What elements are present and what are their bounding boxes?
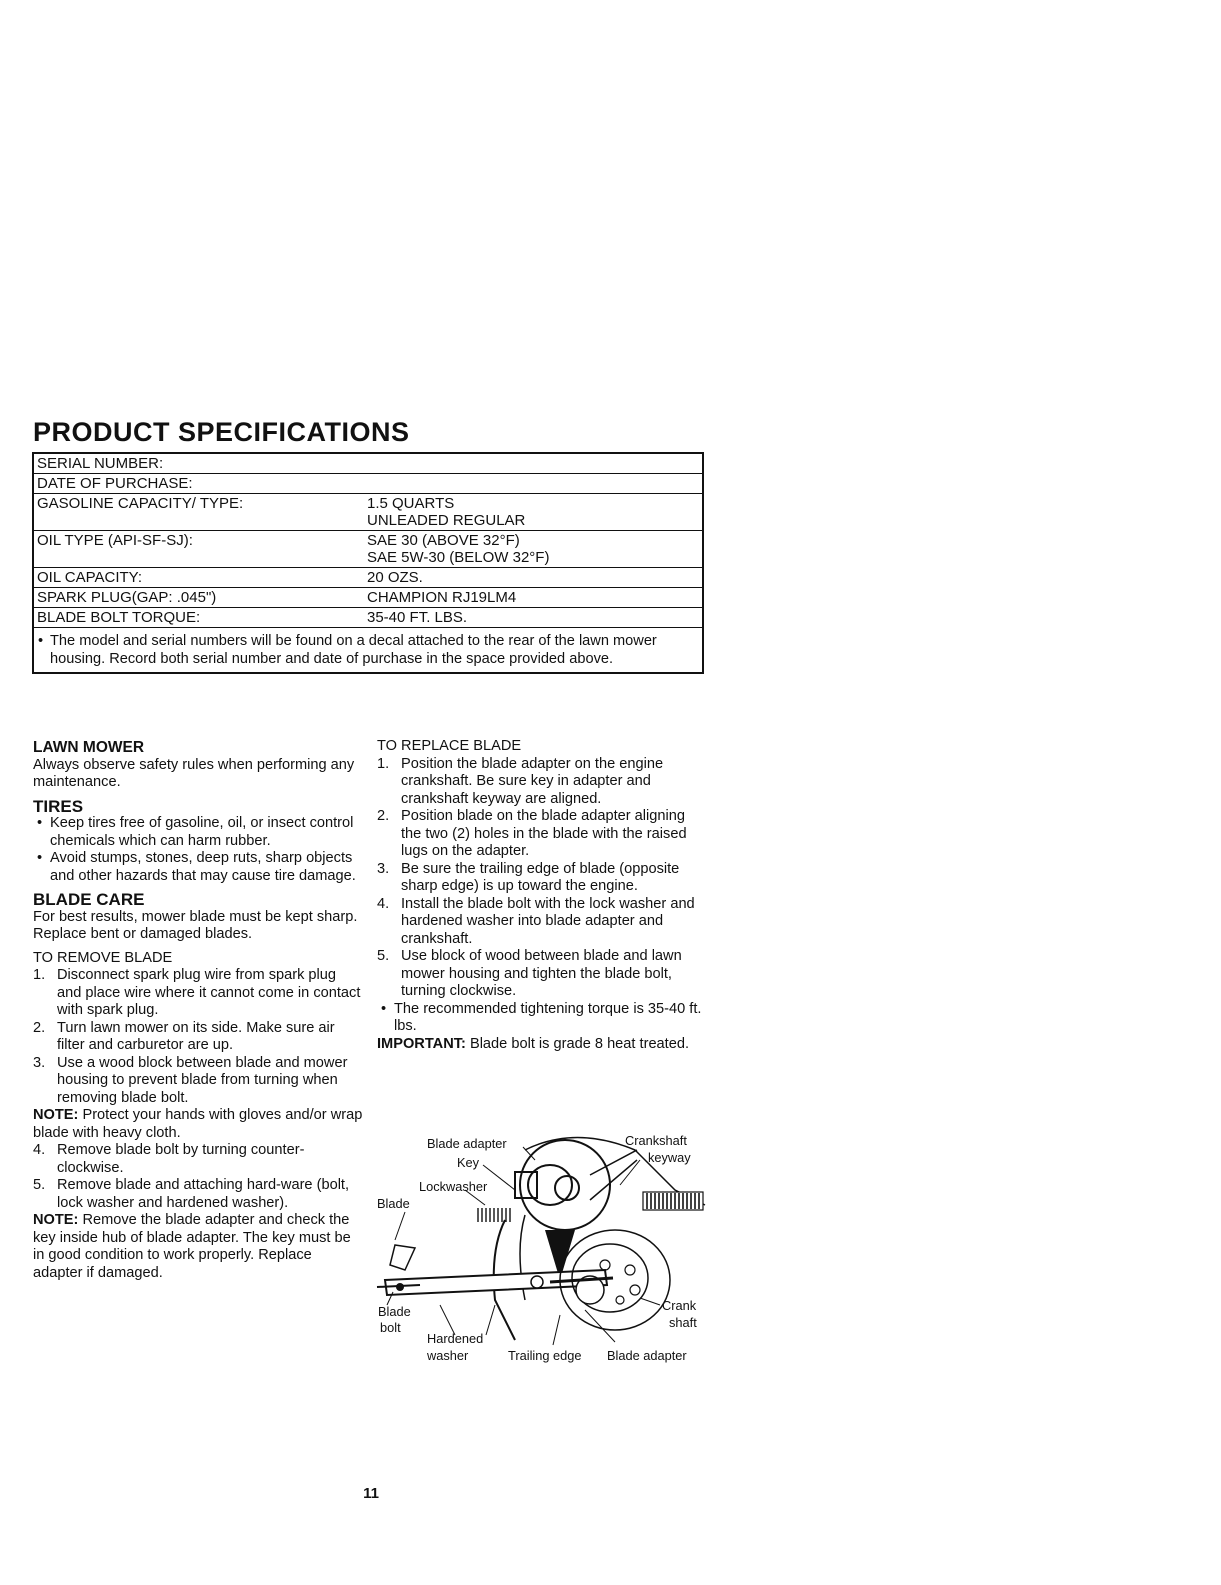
spec-value: 1.5 QUARTS <box>367 495 455 512</box>
list-item: 4. Install the blade bolt with the lock washer and hardened washer into blade adapter and crankshaft. <box>377 895 695 947</box>
label-crank-shaft-2: shaft <box>669 1315 697 1330</box>
spec-value: CHAMPION RJ19LM4 <box>367 589 517 606</box>
lawn-mower-heading: LAWN MOWER <box>33 739 145 756</box>
spec-label: OIL CAPACITY: <box>37 569 143 586</box>
blade-assembly-diagram <box>375 1130 710 1370</box>
blade-assembly-illustration <box>375 1130 710 1370</box>
spec-value <box>367 453 703 474</box>
spec-value: SAE 30 (ABOVE 32°F) <box>367 532 520 549</box>
list-item: 5. Remove blade and attaching hard-ware (bolt, lock washer and hardened washer). <box>33 1177 350 1211</box>
bullet-icon: • <box>37 850 43 866</box>
left-column <box>33 739 363 1282</box>
right-column <box>377 738 705 1053</box>
replace-blade-heading: TO REPLACE BLADE <box>377 738 522 754</box>
list-item: 3. Be sure the trailing edge of blade (opposite sharp edge) is up toward the engine. <box>377 860 680 894</box>
important-paragraph: IMPORTANT: Blade bolt is grade 8 heat treated. <box>377 1035 690 1052</box>
spec-label: GASOLINE CAPACITY/ TYPE: <box>37 495 244 512</box>
label-blade-adapter-top: Blade adapter <box>427 1136 507 1151</box>
spec-label: SERIAL NUMBER: <box>37 455 164 472</box>
label-blade-bolt: Blade <box>378 1304 411 1319</box>
list-item: 1. Position the blade adapter on the engine crankshaft. Be sure key in adapter and crankshaft keyway are aligned. <box>377 755 664 807</box>
spec-row-date-of-purchase <box>33 474 703 494</box>
label-lockwasher: Lockwasher <box>419 1179 488 1194</box>
note-paragraph: NOTE: Protect your hands with gloves and/or wrap blade with heavy cloth. <box>33 1107 363 1141</box>
label-crankshaft-keyway-2: keyway <box>648 1150 691 1165</box>
label-crankshaft-keyway: Crankshaft <box>625 1133 687 1148</box>
label-blade: Blade <box>377 1196 410 1211</box>
list-item: 2. Turn lawn mower on its side. Make sure air filter and carburetor are up. <box>33 1019 335 1053</box>
spec-value <box>367 474 703 494</box>
bullet-icon: • <box>37 815 43 831</box>
bullet-icon: • <box>381 1000 387 1017</box>
spec-value: 35-40 FT. LBS. <box>367 609 468 626</box>
spec-row-serial-number <box>33 453 703 474</box>
spec-row-gasoline <box>33 494 703 531</box>
note-paragraph: NOTE: Remove the blade adapter and check the key inside hub of blade adapter. The key must be in good condition to work properly. Replace adapter if damaged. <box>33 1212 351 1281</box>
spec-row-spark-plug <box>33 588 703 608</box>
tires-heading: TIRES <box>33 796 84 816</box>
label-blade-bolt-2: bolt <box>380 1320 401 1335</box>
list-item: • Keep tires free of gasoline, oil, or insect control chemicals which can harm rubber. <box>33 815 363 850</box>
label-blade-adapter-bottom: Blade adapter <box>607 1348 687 1363</box>
list-item: • Avoid stumps, stones, deep ruts, sharp objects and other hazards that may cause tire damage. <box>33 850 363 885</box>
label-trailing-edge: Trailing edge <box>508 1348 582 1363</box>
blade-care-text: For best results, mower blade must be kept sharp. Replace bent or damaged blades. <box>33 908 358 942</box>
spec-note-row <box>33 628 703 674</box>
label-key: Key <box>457 1155 480 1170</box>
spec-label: DATE OF PURCHASE: <box>37 475 193 492</box>
spec-label: BLADE BOLT TORQUE: <box>37 609 201 626</box>
label-hardened-washer-2: washer <box>427 1348 469 1363</box>
spec-row-blade-bolt-torque <box>33 608 703 628</box>
list-item: 2. Position blade on the blade adapter aligning the two (2) holes in the blade with the raised lugs on the adapter. <box>377 808 687 859</box>
page-number: 11 <box>363 1485 379 1502</box>
list-item: 1. Disconnect spark plug wire from spark plug and place wire where it cannot come in contact with spark plug. <box>33 967 361 1018</box>
list-item: • The recommended tightening torque is 35-40 ft. lbs. <box>377 1001 705 1036</box>
page-title: PRODUCT SPECIFICATIONS <box>33 417 410 447</box>
label-crank-shaft: Crank <box>662 1298 697 1313</box>
list-item: 3. Use a wood block between blade and mower housing to prevent blade from turning when removing blade bolt. <box>33 1054 348 1106</box>
specifications-table <box>32 452 704 674</box>
spec-row-oil-type <box>33 531 703 568</box>
list-item: 5. Use block of wood between blade and lawn mower housing and tighten the blade bolt, turning clockwise. <box>377 948 682 999</box>
remove-blade-heading: TO REMOVE BLADE <box>33 949 173 966</box>
spec-value: 20 OZS. <box>367 569 423 586</box>
list-item: 4. Remove blade bolt by turning counter-clockwise. <box>33 1142 305 1176</box>
spec-label: OIL TYPE (API-SF-SJ): <box>37 532 193 549</box>
bullet-icon: • <box>38 633 44 649</box>
spec-value-line2: UNLEADED REGULAR <box>367 512 526 529</box>
lawn-mower-text: Always observe safety rules when performing any maintenance. <box>33 756 355 790</box>
spec-note: The model and serial numbers will be found on a decal attached to the rear of the lawn mower housing. Record both serial number and date of purchase in the space provided above. <box>50 633 657 667</box>
label-hardened-washer: Hardened <box>427 1331 484 1346</box>
spec-value-line2: SAE 5W-30 (BELOW 32°F) <box>367 549 550 566</box>
spec-row-oil-capacity <box>33 568 703 588</box>
spec-label: SPARK PLUG(GAP: .045") <box>37 589 217 606</box>
blade-care-heading: BLADE CARE <box>33 890 145 909</box>
